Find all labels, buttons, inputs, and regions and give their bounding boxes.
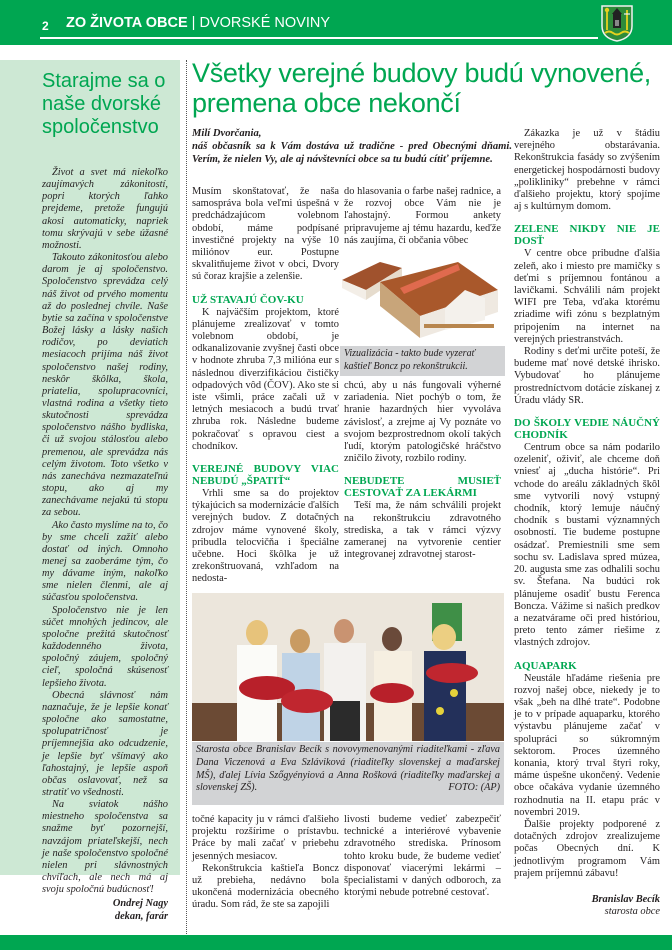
- sidebar-paragraph: Obecná slávnosť nám naznačuje, že je lepšie konať spoločne ako samostatne, spolupatričnosť je príjemnejšia ako odcudzenie, je lepšie byť všímavý ako ľahostajný, je lepšie aspoň občas oslavovať, než sa stratiť vo všednosti.: [42, 689, 168, 798]
- article-author-title: starosta obce: [604, 906, 660, 918]
- article-signature: [514, 894, 660, 918]
- article-column-3: [514, 128, 660, 918]
- group-photo-image: [192, 593, 504, 741]
- subheading-educational-trail: DO ŠKOLY VEDIE NÁUČNÝ CHODNÍK: [514, 417, 660, 442]
- photo-caption: [192, 742, 504, 805]
- kastiel-visualization-image: [340, 250, 505, 342]
- article-paragraph: V centre obce pribudne ďalšia zeleň, ako i miesto pre mamičky s deťmi s príjemnou fontánou a lavičkami. Schválili nám projekt WIFI pre Teba, vďaka ktorému zriadime wifi zónu s bezplatným pripojením na internet na verejných priestranstvách.: [514, 248, 660, 345]
- article-headline: Všetky verejné budovy budú vynovené, premena obce nekončí: [192, 58, 651, 118]
- section-separator: |: [187, 15, 200, 31]
- sidebar-paragraph: Spoločenstvo nie je len súčet mnohých jedincov, ale spoločne prežitá skutočnosť každodenného života, spoločný záujem, spoločný cieľ, spoločná skúsenosť lepšieho života.: [42, 604, 168, 689]
- section-title-bold: ZO ŽIVOTA OBCE: [66, 15, 188, 31]
- article-paragraph: Musím skonštatovať, že naša samospráva bola veľmi úspešná v predchádzajúcom volebnom období, máme podpísané investičné projekty na výše 10 miliónov eur. Postupne skvalitňujeme život v obci, Dvory sú čoraz krajšie a zelenšie.: [192, 186, 339, 283]
- article-paragraph: Centrum obce sa nám podarilo ozeleniť, oživiť, ale chceme doň vniesť aj „ducha histórie“. Pri vchode do areálu základných škôl sme vytvorili nový vstupný chodník, ktorý lemuje náučný chodník s bustami významných osobností. Tie budeme postupne osádzať. Premiestnili sme sem sochu sv. Ladislava spred múzea, 20. augusta sme zas odhalili sochu sv. Štefana. Na budúci rok plánujeme osadiť bustu Ferenca Boncza. Vážime si našich predkov a nezatvárame oči pred históriou, preto tento zámer riešime z vlastných zdrojov.: [514, 442, 660, 649]
- sidebar-paragraph: Na sviatok nášho miestneho spoločenstva sa snažme byť pozornejší, navzájom priateľskejší, nech je naše spoločenstvo spoločné nielen pri slávnostných chvíľach, ale nech má aj svoju spoločnú budúcnosť!: [42, 799, 168, 896]
- article-paragraph: točné kapacity ju v rámci ďalšieho projektu rozšírime o prístavbu. Práce by mali začať v priebehu jesenných mesiacov.: [192, 814, 339, 862]
- article-column-1-bottom: [192, 814, 339, 912]
- sidebar-title: Starajme sa o naše dvorské spoločenstvo: [42, 70, 166, 138]
- subheading-aquapark: AQUAPARK: [514, 659, 577, 672]
- photo-caption-text: Starosta obce Branislav Becík s novovymenovanými riaditeľkami - zľava Dana Viczenová a Eva Szláviková (riaditeľky slovenskej a maďarskej MŠ), ďalej Lívia Szőgyényiová a Anna Rošková (riaditeľky maďarskej a slovenskej ZŠ).: [196, 744, 500, 794]
- subheading-greenery: ZELENE NIKDY NIE JE DOSŤ: [514, 223, 660, 248]
- page-number: 2: [42, 19, 49, 33]
- section-title-light: DVORSKÉ NOVINY: [199, 15, 330, 31]
- article-paragraph: Teší ma, že nám schválili projekt na rekonštrukciu zdravotného strediska, a tak v rámci výzvy zameranej na vytvorenie centier integrovanej zdravotnej starost-: [344, 500, 501, 561]
- page-header: [0, 0, 672, 45]
- sidebar-author-name: Ondrej Nagy: [112, 898, 168, 910]
- article-paragraph: Zákazka je už v štádiu verejného obstarávania. Rekonštrukcia fasády so zvýšením energetickej hospodárnosti budovy „polikliniky“ prebehne v rámci ďalšieho projektu, ktorý spojíme aj s kultúrnym domom.: [514, 128, 660, 213]
- article-author-name: Branislav Becík: [591, 893, 660, 905]
- article-column-2-bottom: [344, 814, 501, 899]
- sidebar-paragraph: Takouto zákonitosťou alebo darom je aj spoločenstvo. Spoločenstvo sprevádza celý náš život od prvého momentu až do poslednej chvíle. Naše bytie sa začína v spoločenstve Božej lásky a lásky našich rodičov, po deviatich mesiacoch prijíma náš život spoločenstvo našej rodiny, neskôr škôlka, škola, priatelia, spolupracovníci, vlastná rodina a všetky tieto skutočnosti sprevádza spoločenstvo nášho bydliska, či už svojou stálosťou alebo premenou, ale sprevádza nás celým životom. Toto všetko v nás zanecháva nezmazateľnú stopu, ako aj my zanechávame nejakú tú stopu za sebou.: [42, 252, 168, 519]
- coat-of-arms-icon: [600, 4, 634, 42]
- sidebar-column: [0, 60, 180, 922]
- group-photo: [192, 593, 504, 741]
- article-intro: [192, 128, 512, 166]
- article-paragraph: K najväčším projektom, ktoré plánujeme zrealizovať v tomto volebnom období, je odkanalizovanie zvyšnej časti obce v hodnote zhruba 7,3 milióna eur s následnou diverzifikáciou čističky odpadových vôd (ČOV). Ako ste si iste všimli, práce začali už v letných mesiacoch a budú trvať zhruba rok. Následne budeme pokračovať s opravou ciest a chodníkov.: [192, 306, 339, 452]
- sidebar-paragraph: Život a svet má niekoľko zaujímavých zákonitostí, popri ktorých ľahko prejdeme, pretože fungujú akosi automaticky, napriek tomu skrývajú v sebe úžasné možnosti.: [42, 167, 168, 251]
- sidebar-body: [42, 167, 168, 923]
- article-paragraph: Rekonštrukcia kaštieľa Boncz už prebieha, nedávno bola ukončená modernizácia obecného úradu. Som rád, že ste sa zapojili: [192, 862, 339, 911]
- article-paragraph: Vrhli sme sa do projektov týkajúcich sa modernizácie ďalších verejných budov. Z dotačných zdrojov máme vynovené školy, pribudla telocvičňa i špeciálne učebne. Hoci škôlka je už zrekonštruovaná, vzhľadom na nedosta-: [192, 488, 339, 585]
- column-divider: [186, 60, 187, 940]
- article-column-1: [192, 186, 339, 586]
- subheading-doctors: NEBUDETE MUSIEŤ CESTOVAŤ ZA LEKÁRMI: [344, 475, 501, 500]
- page-footer-bar: [0, 935, 672, 950]
- article-column-2: [344, 186, 501, 247]
- visualization-caption: Vizualizácia - takto bude vyzerať kaštieľ Boncz po rekonštrukcii.: [340, 346, 505, 376]
- photo-credit: FOTO: (AP): [448, 782, 500, 794]
- section-title: [66, 15, 330, 31]
- intro-greeting: Milí Dvorčania,: [192, 128, 262, 139]
- subheading-cov: UŽ STAVAJÚ ČOV-KU: [192, 293, 304, 306]
- article-paragraph: chcú, aby u nás fungovali výherné zariadenia. Niet pochýb o tom, že hranie hazardných hier vyvoláva závislosť, a zrejme aj Vy poznáte vo svojom bezprostrednom okolí takých ľudí, ktorým patologičské hráčstvo zničilo životy, rozbilo rodiny.: [344, 380, 501, 465]
- article-paragraph: do hlasovania o farbe našej radnice, a že rozvoj obce Vám nie je ľahostajný. Formou ankety pripravujeme aj tému hazardu, keďže nás zaujíma, či občania vôbec: [344, 186, 501, 246]
- sidebar-paragraph: Ako často myslíme na to, čo by sme chceli zažiť alebo dostať od iných. Omnoho menej sa zaoberáme tým, čo my dávame iným, nakoľko sme nielen členmi, ale aj súčasťou spoločenstva.: [42, 519, 169, 604]
- article-paragraph: livosti budeme vedieť zabezpečiť technické a interiérové vybavenie zdravotného strediska. Prínosom tohto kroku bude, že budeme vedieť disponovať viacerými lekármi – špecialistami v daných odboroch, za ktorými nebude potrebné cestovať.: [344, 814, 501, 899]
- subheading-public-buildings: VEREJNÉ BUDOVY VIAC NEBUDÚ „ŠPATIŤ“: [192, 463, 339, 488]
- sidebar-author-title: dekan, farár: [114, 910, 168, 922]
- article-paragraph: Rodiny s deťmi určite poteší, že budeme mať nové detské ihrisko. Vybudovať ho plánujeme prostredníctvom dotácie získanej z Úradu vlády SR.: [514, 346, 660, 406]
- article-paragraph: Neustále hľadáme riešenia pre rozvoj našej obce, niekedy je to však „beh na dlhé trate“. Podobne je to v prípade aquaparku, ktorého výstavbu plánujeme začať v spolupráci so súkromným sektorom. Proces územného konania, ktorý trval štyri roky, máme úspešne ukončený. Vedenie obce očakáva vydanie územného rozhodnutia na II. etapu prác v novembri 2019.: [514, 672, 660, 818]
- intro-text: náš občasník sa k Vám dostáva už tradične - pred Obecnými dňami. Verím, že nielen Vy, ale aj návštevníci obce sa tu budú cítiť príjemne.: [192, 140, 512, 165]
- article-column-2-cont: [344, 380, 501, 561]
- article-paragraph: Ďalšie projekty podporené z dotačných zdrojov zrealizujeme počas Obecných dní. K jednotlivým programom Vám prajem príjemnú zábavu!: [514, 818, 660, 879]
- header-rule: [40, 37, 598, 39]
